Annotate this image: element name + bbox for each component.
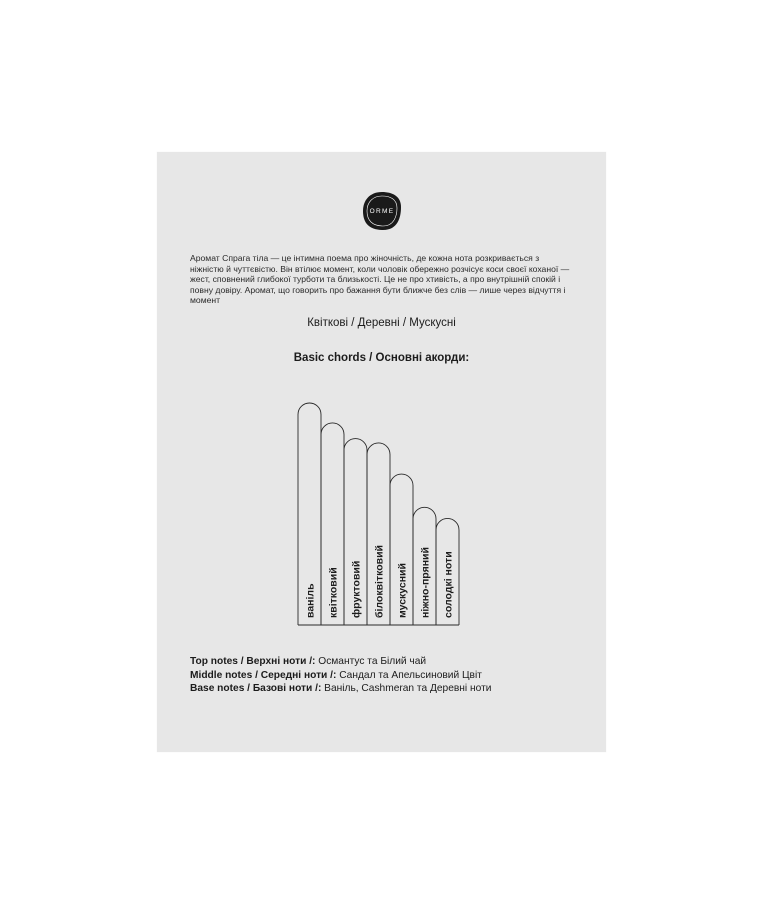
chord-label: білоквітковий	[373, 544, 386, 618]
scent-categories: Квіткові / Деревні / Мускусні	[307, 317, 456, 329]
middle-notes-value: Сандал та Апельсиновий Цвіт	[336, 669, 482, 681]
chord-bar-group	[413, 507, 436, 625]
chord-label: ваніль	[304, 583, 317, 618]
notes-list	[190, 655, 590, 696]
base-notes-label: Base notes / Базові ноти /:	[190, 683, 322, 694]
chord-bar-group	[344, 439, 367, 625]
chord-bar-group	[436, 518, 459, 625]
description-text: Аромат Спрага тіла — це інтимна поема про жіночність, де кожна нота розкривається з ніжністю й чуттєвістю. Він втілює момент, коли чоловік обережно розчісує коси своєї коханої — жест, сповнений глибокої турботи та близькості. Це не про хтивість, а про внутрішній спокій і повну довіру. Аромат, що говорить про бажання бути ближче без слів — лише через відчуття і момент	[190, 253, 570, 306]
chord-label: мускусний	[396, 563, 409, 618]
chord-label: солодкі ноти	[442, 551, 455, 618]
top-notes-value: Османтус та Білий чай	[315, 656, 427, 667]
top-notes-label: Top notes / Верхні ноти /:	[190, 656, 316, 667]
logo-text: ORME	[369, 207, 395, 215]
chord-bar-group	[390, 474, 413, 625]
chords-title: Basic chords / Основні акорди:	[293, 352, 470, 364]
base-notes-row	[190, 682, 590, 696]
chord-label: фруктовий	[350, 560, 363, 618]
chord-bar-group	[321, 423, 344, 625]
chord-label: ніжно-пряний	[419, 547, 432, 618]
chord-bar-group	[298, 403, 321, 625]
base-notes-value: Ваніль, Cashmeran та Деревні ноти	[321, 683, 492, 694]
product-card	[157, 152, 606, 752]
top-notes-row	[190, 655, 590, 669]
chord-label: квітковий	[327, 567, 340, 618]
chord-bar-group	[367, 443, 390, 625]
middle-notes-label: Middle notes / Середні ноти /:	[190, 669, 337, 681]
middle-notes-row	[190, 669, 590, 683]
